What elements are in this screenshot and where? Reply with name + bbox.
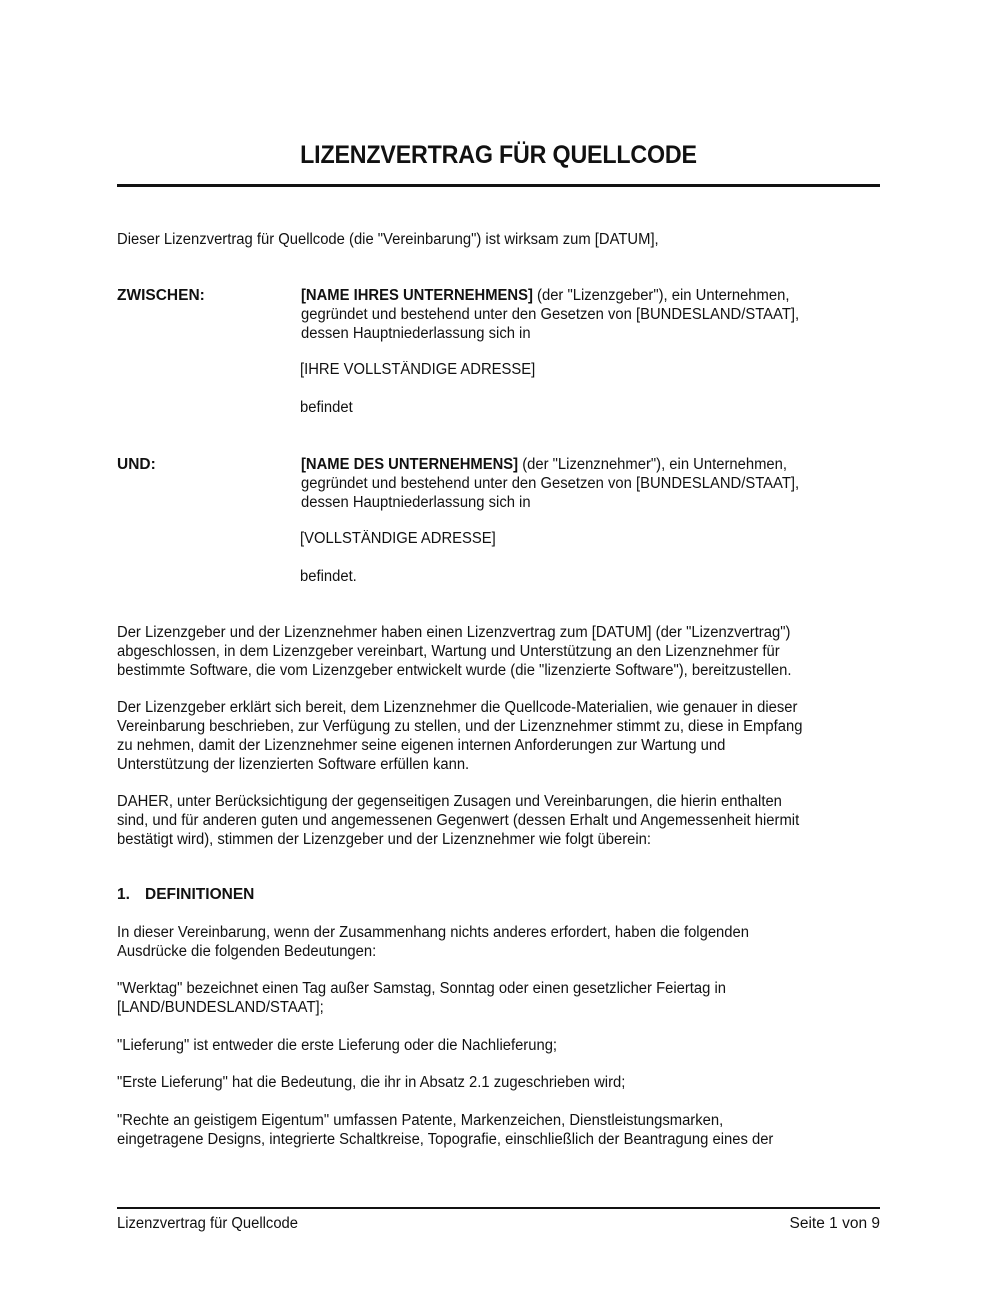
text-line: "Werktag" bezeichnet einen Tag außer Samstag, Sonntag oder einen gesetzlicher Feiertag in [117,980,727,997]
definition-paragraph [117,1036,578,1055]
definition-paragraph [117,923,779,961]
party-closing: befindet. [300,568,357,585]
text-line: Vereinbarung beschrieben, zur Verfügung zu stellen, und der Lizenznehmer stimmt zu, diese in Empfang [117,718,803,735]
text-line: bestimmte Software, die vom Lizenzgeber entwickelt wurde (die "lizenzierte Software"), bereitzustellen. [117,662,792,679]
text-line: abgeschlossen, in dem Lizenzgeber vereinbart, Wartung und Unterstützung an den Lizenznehmer für [117,643,780,660]
section-title: DEFINITIONEN [145,886,255,903]
footer-divider [117,1207,880,1209]
text-line: In dieser Vereinbarung, wenn der Zusammenhang nichts anderes erfordert, haben die folgenden [117,924,749,941]
party-address: [VOLLSTÄNDIGE ADRESSE] [300,530,496,547]
section-heading [117,885,254,904]
text-line: "Lieferung" ist entweder die erste Lieferung oder die Nachlieferung; [117,1037,558,1054]
section-number: 1. [117,886,130,903]
party-line-1 [301,286,855,305]
recital-paragraph [117,698,835,774]
text-line: sind, und für anderen guten und angemessenen Gegenwert (dessen Erhalt und Angemessenheit hiermit [117,812,800,829]
text-line: DAHER, unter Berücksichtigung der gegenseitigen Zusagen und Vereinbarungen, die hierin enthalten [117,793,782,810]
footer-document-name: Lizenzvertrag für Quellcode [117,1215,299,1232]
definition-paragraph [117,1111,804,1149]
party-line-3: dessen Hauptniederlassung sich in [301,325,531,342]
party-closing: befindet [300,399,353,416]
document-title: LIZENZVERTRAG FÜR QUELLCODE [300,141,697,169]
party-label: ZWISCHEN: [117,287,205,304]
definition-paragraph [117,979,755,1017]
text-line: "Rechte an geistigem Eigentum" umfassen Patente, Markenzeichen, Dienstleistungsmarken, [117,1112,724,1129]
title-divider [117,184,880,187]
text-line: Der Lizenzgeber und der Lizenznehmer haben einen Lizenzvertrag zum [DATUM] (der "Lizenzvertrag") [117,624,791,641]
definition-paragraph [117,1073,649,1092]
party-name: [NAME DES UNTERNEHMENS] [301,456,519,473]
party-line-2: gegründet und bestehend unter den Gesetzen von [BUNDESLAND/STAAT], [301,306,800,323]
footer-page-number: Seite 1 von 9 [789,1215,880,1232]
party-line-2: gegründet und bestehend unter den Gesetzen von [BUNDESLAND/STAAT], [301,475,800,492]
party-address: [IHRE VOLLSTÄNDIGE ADRESSE] [300,361,536,378]
text-line: "Erste Lieferung" hat die Bedeutung, die ihr in Absatz 2.1 zugeschrieben wird; [117,1074,626,1091]
party-line-3: dessen Hauptniederlassung sich in [301,494,531,511]
party-role: (der "Lizenzgeber"), ein Unternehmen, [532,287,790,304]
text-line: eingetragene Designs, integrierte Schaltkreise, Topografie, einschließlich der Beantragung eines der [117,1131,774,1148]
text-line: bestätigt wird), stimmen der Lizenzgeber und der Lizenznehmer wie folgt überein: [117,831,651,848]
text-line: [LAND/BUNDESLAND/STAAT]; [117,999,324,1016]
intro-paragraph: Dieser Lizenzvertrag für Quellcode (die "Vereinbarung") ist wirksam zum [DATUM], [117,231,659,248]
party-name: [NAME IHRES UNTERNEHMENS] [301,287,533,304]
party-details [301,286,881,343]
text-line: Ausdrücke die folgenden Bedeutungen: [117,943,377,960]
recital-paragraph [117,792,831,849]
party-details [301,455,881,512]
document-page [117,0,880,1290]
text-line: Der Lizenzgeber erklärt sich bereit, dem Lizenznehmer die Quellcode-Materialien, wie genauer in dieser [117,699,798,716]
text-line: Unterstützung der lizenzierten Software erfüllen kann. [117,756,470,773]
text-line: zu nehmen, damit der Lizenznehmer seine eigenen internen Anforderungen zur Wartung und [117,737,726,754]
party-label: UND: [117,456,156,473]
party-role: (der "Lizenznehmer"), ein Unternehmen, [518,456,787,473]
recital-paragraph [117,623,823,680]
party-line-1 [301,455,855,474]
